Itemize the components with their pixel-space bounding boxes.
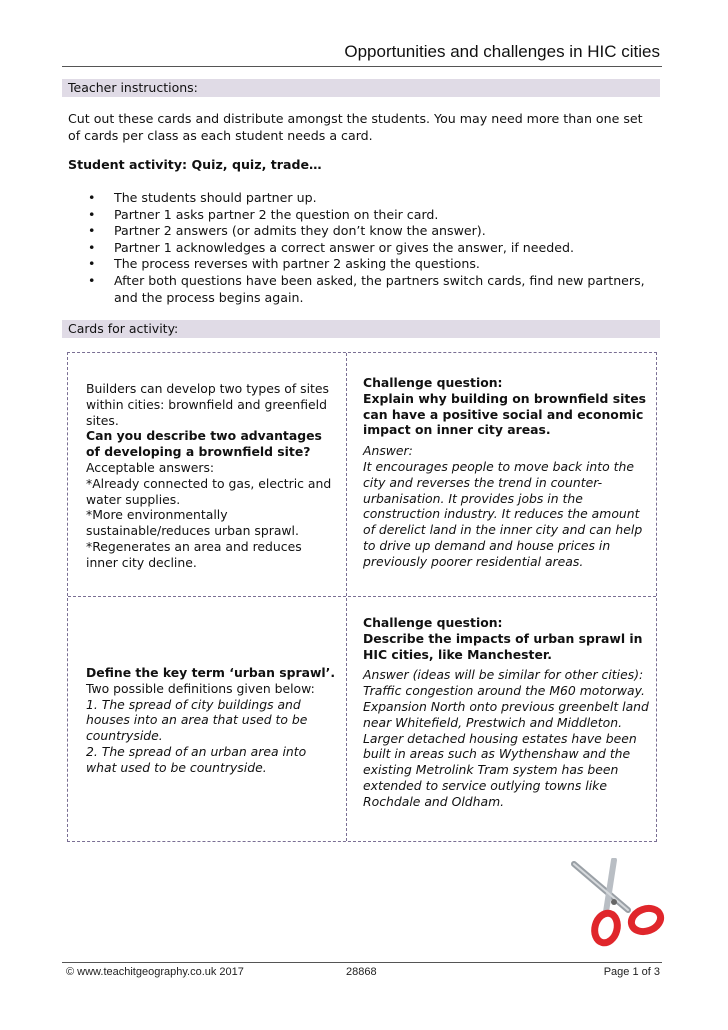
footer-rule bbox=[62, 962, 662, 963]
card-urban-sprawl-definition bbox=[86, 665, 336, 776]
card-answer-label: Answer (ideas will be similar for other cities): bbox=[363, 667, 644, 683]
card-divider-horizontal bbox=[68, 596, 656, 597]
card-answer-label: Answer: bbox=[363, 443, 413, 459]
card-divider-vertical bbox=[346, 353, 347, 841]
intro-paragraph: Cut out these cards and distribute amongst the students. You may need more than one set of cards per class as each student needs a card. bbox=[68, 111, 643, 143]
footer-copyright: © www.teachitgeography.co.uk 2017 bbox=[66, 966, 244, 978]
card-answers-label: Acceptable answers: bbox=[86, 459, 215, 475]
card-answer: *Already connected to gas, electric and water supplies. bbox=[86, 475, 332, 507]
card-answer: *Regenerates an area and reduces inner city decline. bbox=[86, 538, 302, 570]
card-definition: 2. The spread of an urban area into what used to be countryside. bbox=[86, 743, 307, 775]
footer-resource-code: 28868 bbox=[346, 966, 377, 978]
header-rule bbox=[62, 66, 662, 67]
card-urban-sprawl-challenge bbox=[363, 615, 653, 810]
list-item: • After both questions have been asked, the partners switch cards, find new partners, and the process begins again. bbox=[88, 273, 663, 306]
cards-grid bbox=[67, 352, 657, 842]
list-item: • The students should partner up. bbox=[88, 190, 663, 207]
card-intro: Builders can develop two types of sites within cities: brownfield and greenfield sites. bbox=[86, 381, 329, 428]
card-label: Challenge question: bbox=[363, 615, 503, 630]
card-question: Define the key term ‘urban sprawl’. bbox=[86, 665, 336, 680]
activity-steps bbox=[88, 190, 663, 306]
card-question: Describe the impacts of urban sprawl in HIC cities, like Manchester. bbox=[363, 630, 643, 662]
list-item: • Partner 1 acknowledges a correct answer or gives the answer, if needed. bbox=[88, 240, 663, 257]
card-question: Explain why building on brownfield sites can have a positive social and economic impact on inner city areas. bbox=[363, 390, 647, 438]
card-label: Challenge question: bbox=[363, 375, 503, 390]
activity-title: Student activity: Quiz, quiz, trade… bbox=[68, 157, 322, 172]
card-answer: It encourages people to move back into the city and reverses the trend in counter-urbanisation. It provides jobs in the construction industry. It reduces the amount of derelict land in the inner city and can help to drive up demand and house prices in previously poorer residential areas. bbox=[363, 458, 643, 569]
list-item: • The process reverses with partner 2 asking the questions. bbox=[88, 256, 663, 273]
card-lead: Two possible definitions given below: bbox=[86, 680, 315, 696]
card-definition: 1. The spread of city buildings and houses into an area that used to be countryside. bbox=[86, 696, 308, 744]
scissors-icon bbox=[566, 858, 666, 950]
card-answer: Traffic congestion around the M60 motorway. Expansion North onto previous greenbelt land near Whitefield, Prestwich and Middleton. Larger detached housing estates have been built in areas such as Wythenshaw and the existing Metrolink Tram system has been extended to service outlying towns like Rochdale and Oldham. bbox=[363, 683, 649, 809]
card-brownfield-advantages bbox=[86, 381, 336, 571]
card-brownfield-challenge bbox=[363, 375, 653, 570]
list-item: • Partner 1 asks partner 2 the question on their card. bbox=[88, 207, 663, 224]
list-item: • Partner 2 answers (or admits they don’t know the answer). bbox=[88, 223, 663, 240]
page-header-title: Opportunities and challenges in HIC cities bbox=[344, 42, 660, 61]
footer-page-number: Page 1 of 3 bbox=[603, 966, 660, 978]
card-question: Can you describe two advantages of developing a brownfield site? bbox=[86, 428, 322, 460]
card-answer: *More environmentally sustainable/reduces urban sprawl. bbox=[86, 507, 299, 539]
cards-heading: Cards for activity: bbox=[62, 320, 660, 338]
teacher-instructions-heading: Teacher instructions: bbox=[62, 79, 660, 97]
